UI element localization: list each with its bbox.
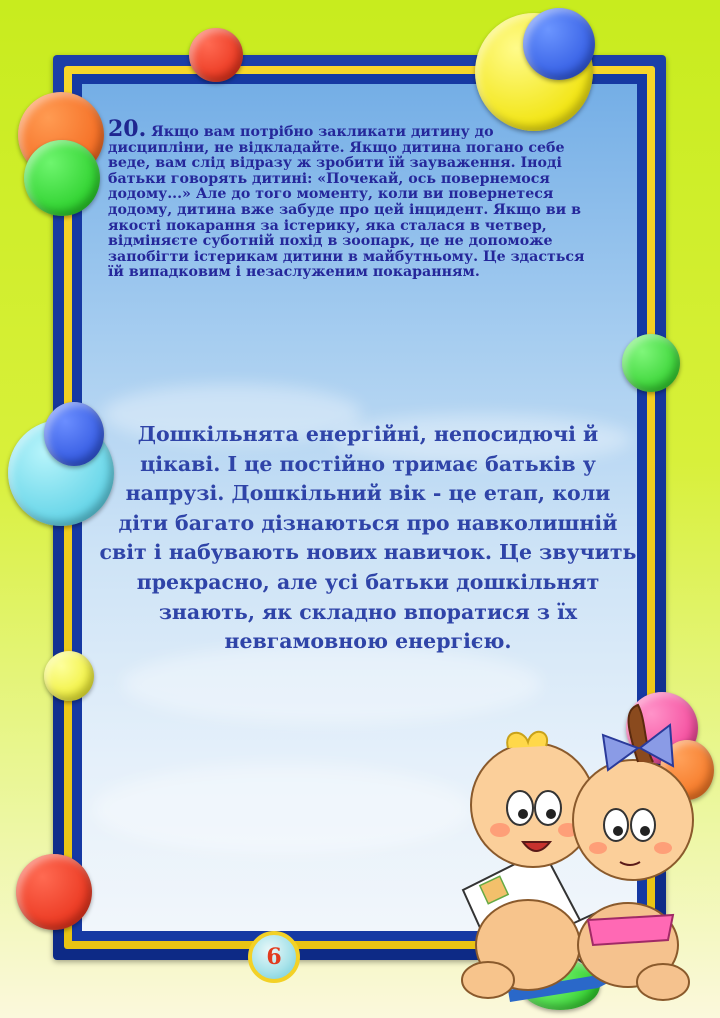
babies-reading-illustration (448, 690, 718, 1015)
baby-boy (462, 732, 595, 998)
page-number-badge (248, 931, 300, 983)
tip-number: 20. (108, 116, 147, 142)
red-ball (16, 854, 92, 930)
yellow-ball (44, 651, 94, 701)
cloud (92, 764, 472, 854)
green-ball (24, 140, 100, 216)
baby-girl (573, 705, 693, 1000)
main-paragraph: Дошкільнята енергійні, непосидючі й цікаві. І це постійно тримає батьків у напрузі. Дошкільний вік - це етап, коли діти багато дізнаються про навколишній світ і набувають нових навичок. Це звучить прекрасно, але усі батьки дошкільнят знають, як складно впоратися з їх невгамовною енергією. (99, 422, 637, 654)
tip-text: Якщо вам потрібно закликати дитину до дисципліни, не відкладайте. Якщо дитина погано себе веде, вам слід відразу ж зробити їй зауваження. Іноді батьки говорять дитині: «Почекай, ось повернемося додому...» Але до того моменту, коли ви повернетеся додому, дитина вже забуде про цей інцидент. Якщо ви в якості покарання за істерику, яка сталася в четвер, відміняєте суботній похід в зоопарк, це не допоможе запобігти істерикам дитини в майбутньому. Це здасться їй випадковим і незаслуженим покаранням. (108, 124, 585, 281)
blue-ball (44, 402, 104, 466)
blue-ball (523, 8, 595, 80)
red-ball (189, 28, 243, 82)
page-number: 6 (266, 944, 282, 970)
tip-paragraph (108, 116, 596, 281)
green-ball (622, 334, 680, 392)
